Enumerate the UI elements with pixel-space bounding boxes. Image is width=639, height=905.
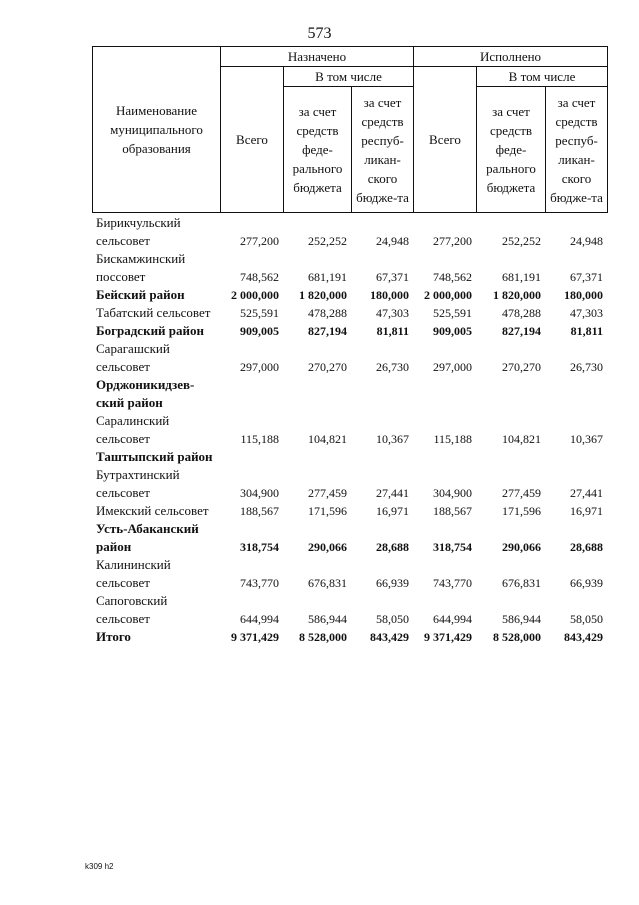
row-value: 104,821 <box>308 432 347 446</box>
row-value <box>413 448 476 466</box>
row-value: 180,000 <box>370 288 409 302</box>
row-name: Бискамжинский поссовет <box>96 251 186 284</box>
row-name: Бейский район <box>96 287 185 302</box>
row-value: 1 820,000 <box>299 288 347 302</box>
row-value: 318,754 <box>433 540 472 554</box>
table-header <box>92 46 608 213</box>
header-executed-total: Всего <box>414 67 477 213</box>
row-value <box>413 376 476 412</box>
document-code: k309 h2 <box>85 862 114 871</box>
row-value: 9 371,429 <box>424 630 472 644</box>
row-value: 304,900 <box>433 486 472 500</box>
row-value <box>283 448 351 466</box>
row-value: 115,188 <box>433 432 472 446</box>
row-value: 28,688 <box>570 540 603 554</box>
table-row <box>92 628 607 646</box>
row-value: 644,994 <box>433 612 472 626</box>
row-value: 748,562 <box>433 270 472 284</box>
row-value: 270,270 <box>502 360 541 374</box>
row-value: 26,730 <box>570 360 603 374</box>
row-value <box>476 448 545 466</box>
row-value: 270,270 <box>308 360 347 374</box>
row-value: 24,948 <box>570 234 603 248</box>
table-row <box>92 340 607 376</box>
row-value: 909,005 <box>240 324 279 338</box>
row-value: 67,371 <box>570 270 603 284</box>
row-value: 748,562 <box>240 270 279 284</box>
row-value: 644,994 <box>240 612 279 626</box>
row-value: 16,971 <box>570 504 603 518</box>
table-row <box>92 448 607 466</box>
row-value: 188,567 <box>240 504 279 518</box>
page-number: 573 <box>307 25 332 42</box>
row-value: 290,066 <box>502 540 541 554</box>
row-value: 277,200 <box>240 234 279 248</box>
row-name: Калининский сельсовет <box>96 557 171 590</box>
row-value: 27,441 <box>570 486 603 500</box>
row-value: 58,050 <box>376 612 409 626</box>
row-value: 676,831 <box>308 576 347 590</box>
row-value <box>283 376 351 412</box>
row-name: Орджоникидзев-ский район <box>96 377 195 410</box>
row-value: 67,371 <box>376 270 409 284</box>
table-row <box>92 250 607 286</box>
header-assigned-federal: за счет средств феде-рального бюджета <box>284 87 352 213</box>
row-value: 81,811 <box>570 324 603 338</box>
data-table <box>92 214 607 646</box>
table-row <box>92 376 607 412</box>
row-value: 115,188 <box>240 432 279 446</box>
row-value: 27,441 <box>376 486 409 500</box>
row-value: 743,770 <box>240 576 279 590</box>
row-value <box>545 376 607 412</box>
row-name: Саралинский сельсовет <box>96 413 170 446</box>
row-value: 180,000 <box>564 288 603 302</box>
table-row <box>92 466 607 502</box>
header-assigned: Назначено <box>221 47 414 67</box>
row-value: 681,191 <box>502 270 541 284</box>
row-value: 843,429 <box>370 630 409 644</box>
row-name: Бирикчульский сельсовет <box>96 215 181 248</box>
row-value: 827,194 <box>502 324 541 338</box>
row-value <box>476 376 545 412</box>
row-value: 827,194 <box>308 324 347 338</box>
row-value: 252,252 <box>308 234 347 248</box>
row-value: 8 528,000 <box>493 630 541 644</box>
row-name: Сарагашский сельсовет <box>96 341 170 374</box>
row-value: 66,939 <box>376 576 409 590</box>
table-row <box>92 322 607 340</box>
row-name: Итого <box>96 629 131 644</box>
row-value: 909,005 <box>433 324 472 338</box>
header-executed: Исполнено <box>414 47 608 67</box>
row-name: Сапоговский сельсовет <box>96 593 168 626</box>
row-value: 47,303 <box>570 306 603 320</box>
table-row <box>92 304 607 322</box>
row-value: 681,191 <box>308 270 347 284</box>
row-value: 66,939 <box>570 576 603 590</box>
row-value: 10,367 <box>376 432 409 446</box>
row-value: 1 820,000 <box>493 288 541 302</box>
table-row <box>92 502 607 520</box>
row-value: 525,591 <box>240 306 279 320</box>
row-value <box>351 448 413 466</box>
row-value <box>220 376 283 412</box>
row-value: 478,288 <box>308 306 347 320</box>
row-value: 290,066 <box>308 540 347 554</box>
row-value: 171,596 <box>308 504 347 518</box>
table-row <box>92 556 607 592</box>
row-value: 8 528,000 <box>299 630 347 644</box>
row-value: 47,303 <box>376 306 409 320</box>
row-value: 297,000 <box>433 360 472 374</box>
row-value: 304,900 <box>240 486 279 500</box>
row-value: 318,754 <box>240 540 279 554</box>
row-value <box>220 448 283 466</box>
table-row <box>92 520 607 556</box>
table-row <box>92 592 607 628</box>
header-executed-including: В том числе <box>477 67 608 87</box>
row-value: 843,429 <box>564 630 603 644</box>
header-name-column: Наименование муниципального образования <box>93 47 221 213</box>
row-value: 252,252 <box>502 234 541 248</box>
row-value: 81,811 <box>376 324 409 338</box>
row-value: 586,944 <box>308 612 347 626</box>
header-assigned-including: В том числе <box>284 67 414 87</box>
row-value: 478,288 <box>502 306 541 320</box>
row-name: Боградский район <box>96 323 205 338</box>
header-executed-federal: за счет средств феде-рального бюджета <box>477 87 546 213</box>
row-value: 2 000,000 <box>231 288 279 302</box>
row-value: 586,944 <box>502 612 541 626</box>
row-value: 297,000 <box>240 360 279 374</box>
row-value: 277,459 <box>308 486 347 500</box>
row-value: 16,971 <box>376 504 409 518</box>
row-value: 26,730 <box>376 360 409 374</box>
row-value: 676,831 <box>502 576 541 590</box>
row-value: 2 000,000 <box>424 288 472 302</box>
row-value: 10,367 <box>570 432 603 446</box>
row-value: 58,050 <box>570 612 603 626</box>
row-name: Табатский сельсовет <box>96 305 211 320</box>
row-value: 743,770 <box>433 576 472 590</box>
header-assigned-total: Всего <box>221 67 284 213</box>
row-value: 24,948 <box>376 234 409 248</box>
row-value: 28,688 <box>376 540 409 554</box>
header-assigned-republic: за счет средств респуб-ликан-ского бюдже-та <box>352 87 414 213</box>
row-value: 525,591 <box>433 306 472 320</box>
row-value <box>545 448 607 466</box>
header-executed-republic: за счет средств респуб-ликан-ского бюдже-та <box>546 87 608 213</box>
row-value: 104,821 <box>502 432 541 446</box>
table-row <box>92 412 607 448</box>
row-value: 277,459 <box>502 486 541 500</box>
row-name: Имекский сельсовет <box>96 503 209 518</box>
row-name: Бутрахтинский сельсовет <box>96 467 180 500</box>
row-name: Усть-Абаканский район <box>96 521 199 554</box>
row-value <box>351 376 413 412</box>
row-value: 9 371,429 <box>231 630 279 644</box>
row-value: 171,596 <box>502 504 541 518</box>
row-value: 277,200 <box>433 234 472 248</box>
table-row <box>92 214 607 250</box>
table-row <box>92 286 607 304</box>
row-name: Таштыпский район <box>96 449 213 464</box>
row-value: 188,567 <box>433 504 472 518</box>
